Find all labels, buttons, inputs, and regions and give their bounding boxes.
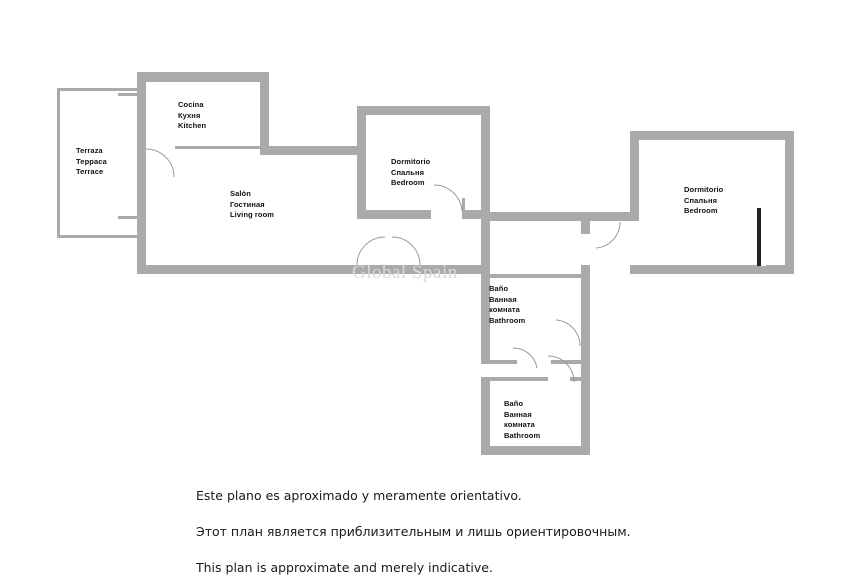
room-label-bedroom-1 [391, 157, 430, 189]
room-label-bedroom-2 [684, 185, 723, 217]
watermark-text: Global Spain [352, 262, 458, 283]
wall-corridor-top [490, 212, 590, 221]
wall-bedroom1-bottom [357, 210, 431, 219]
room-label-bathroom-2 [504, 399, 540, 441]
wall-top-left-block [137, 72, 269, 82]
door-arc-corridor [596, 222, 622, 254]
wall-bathroom1-top [481, 274, 581, 278]
wall-upper-corridor-top [260, 146, 359, 155]
door-arc-bathroom1 [556, 318, 582, 348]
room-label-bathroom-2-line-3: Bathroom [504, 430, 541, 440]
wall-living-bottom [137, 265, 490, 274]
wall-bedroom1-bottom-right [465, 210, 490, 219]
door-arc-living-b [392, 236, 422, 266]
room-label-bathroom-2-line-0: Baño [504, 399, 524, 408]
disclaimer-english: This plan is approximate and merely indicative. [196, 560, 493, 575]
room-label-kitchen [178, 100, 206, 132]
wall-kitchen-bottom [175, 146, 269, 149]
room-label-bedroom-2-line-2: Bedroom [684, 206, 718, 215]
disclaimer-spanish: Este plano es aproximado y meramente orientativo. [196, 488, 522, 503]
room-label-bathroom-1-line-1: Ванная [489, 294, 517, 304]
door-arc-bathroom2 [546, 356, 576, 384]
room-label-bathroom-1-line-0: Baño [489, 284, 509, 293]
door-arc-bathroom2-lower [513, 348, 539, 370]
wall-bedroom1-top [357, 106, 490, 115]
room-label-bathroom-2-line-2: комната [504, 420, 535, 429]
room-label-bedroom-1-line-1: Спальня [391, 167, 425, 177]
room-label-terrace-line-1: Терраса [76, 156, 107, 166]
wall-terrace-connector-top [118, 93, 140, 96]
wall-left-kitchen [137, 72, 146, 169]
room-label-living-room [230, 189, 274, 221]
room-label-bathroom-1-line-2: комната [489, 305, 520, 314]
room-label-kitchen-line-1: Кухня [178, 110, 201, 120]
room-label-kitchen-line-0: Cocina [178, 100, 204, 109]
room-label-bathroom-1 [489, 284, 525, 326]
wall-corridor-right-down2 [581, 369, 590, 454]
window-bedroom2-gap [761, 208, 766, 266]
wall-bedroom1-left [357, 106, 366, 218]
wall-terrace-left [57, 88, 60, 238]
wall-terrace-connector-bottom [118, 216, 140, 219]
wall-bathroom2-top [481, 377, 548, 381]
wall-kitchen-right [260, 72, 269, 154]
room-label-bedroom-1-line-2: Bedroom [391, 178, 425, 187]
room-label-living-room-line-1: Гостиная [230, 199, 265, 209]
wall-bedroom2-left [630, 131, 639, 221]
door-arc-bedroom1 [433, 189, 463, 213]
wall-terrace-top [57, 88, 137, 91]
room-label-living-room-line-2: Living room [230, 210, 275, 219]
room-label-bedroom-2-line-0: Dormitorio [684, 185, 724, 194]
disclaimer-russian: Этот план является приблизительным и лишь ориентировочным. [196, 524, 631, 539]
wall-living-right-upper [481, 219, 490, 274]
room-label-terrace-line-0: Terraza [76, 146, 103, 155]
room-label-bedroom-1-line-0: Dormitorio [391, 157, 431, 166]
door-arc-kitchen [146, 149, 176, 179]
room-label-terrace [76, 146, 107, 178]
wall-bathroom1-bottom [481, 360, 517, 364]
wall-corridor-right-down [581, 265, 590, 369]
wall-terrace-bottom [57, 235, 137, 238]
room-label-living-room-line-0: Salón [230, 189, 251, 198]
wall-bedroom2-top [630, 131, 794, 140]
room-label-terrace-line-2: Terrace [76, 167, 104, 176]
door-arc-living-a [357, 236, 387, 266]
room-label-bathroom-2-line-1: Ванная [504, 409, 532, 419]
room-label-bathroom-1-line-3: Bathroom [489, 315, 526, 325]
wall-bedroom2-right [785, 131, 794, 274]
wall-bedroom2-bottom [630, 265, 794, 274]
wall-bathroom2-left [481, 377, 490, 455]
room-label-bedroom-2-line-1: Спальня [684, 195, 718, 205]
room-label-kitchen-line-2: Kitchen [178, 121, 207, 130]
wall-bath-bottom [481, 446, 590, 455]
